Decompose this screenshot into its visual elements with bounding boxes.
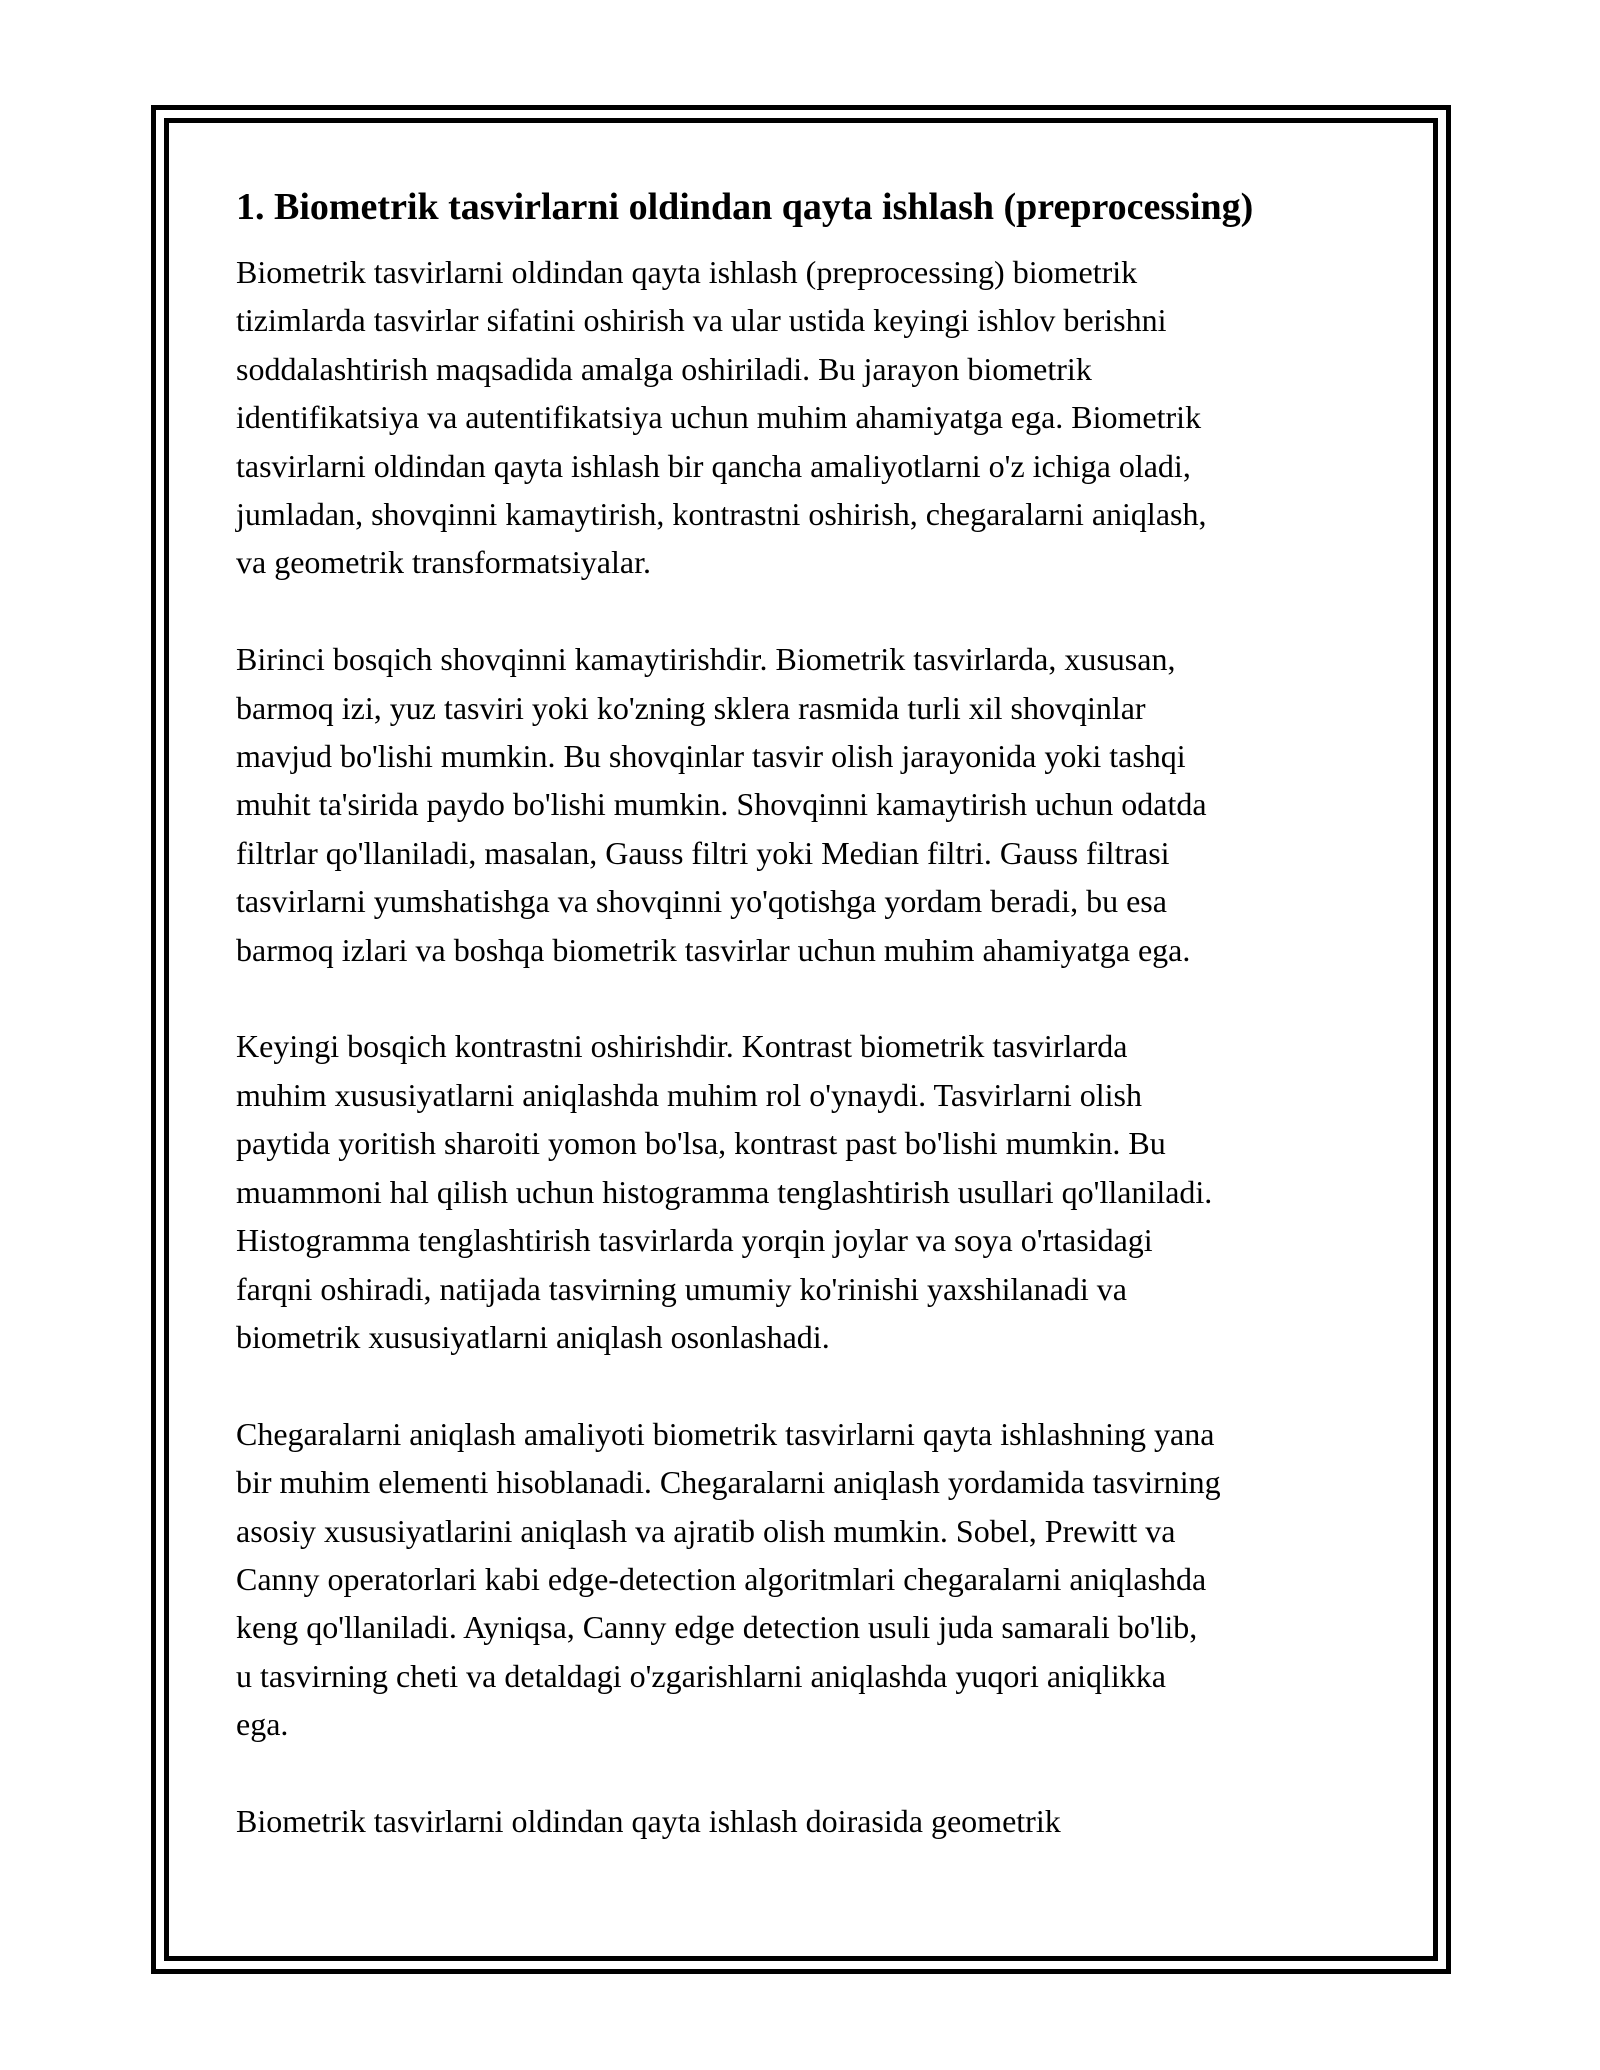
paragraph-line: Canny operatorlari kabi edge-detection algoritmlari chegaralarni aniqlashda [236,1560,1207,1597]
paragraph-line: farqni oshiradi, natijada tasvirning umumiy ko'rinishi yaxshilanadi va [236,1270,1127,1307]
paragraph-geometric [236,1797,1396,1845]
paragraph-line: u tasvirning cheti va detaldagi o'zgarishlarni aniqlashda yuqori aniqlikka [236,1657,1166,1694]
paragraph-line: va geometrik transformatsiyalar. [236,544,651,581]
paragraph-line: tasvirlarni oldindan qayta ishlash bir qancha amaliyotlarni o'z ichiga oladi, [236,447,1191,484]
paragraph-line: soddalashtirish maqsadida amalga oshiriladi. Bu jarayon biometrik [236,350,1092,387]
paragraph-edge-detection [236,1410,1396,1749]
section-heading: 1. Biometrik tasvirlarni oldindan qayta ishlash (preprocessing) [236,186,1254,228]
paragraph-contrast [236,1022,1396,1361]
paragraph-line: asosiy xususiyatlarini aniqlash va ajratib olish mumkin. Sobel, Prewitt va [236,1512,1176,1549]
paragraph-line: tizimlarda tasvirlar sifatini oshirish va ular ustida keyingi ishlov berishni [236,302,1167,339]
paragraph-line: barmoq izlari va boshqa biometrik tasvirlar uchun muhim ahamiyatga ega. [236,931,1191,968]
paragraph-line: identifikatsiya va autentifikatsiya uchun muhim ahamiyatga ega. Biometrik [236,399,1202,436]
document-body [236,180,1396,1894]
paragraph-line: Biometrik tasvirlarni oldindan qayta ishlash doirasida geometrik [236,1802,1061,1839]
paragraph-intro [236,248,1396,587]
paragraph-line: tasvirlarni yumshatishga va shovqinni yo'qotishga yordam beradi, bu esa [236,883,1167,920]
paragraph-line: Birinci bosqich shovqinni kamaytirishdir. Biometrik tasvirlarda, xususan, [236,641,1176,678]
paragraph-line: biometrik xususiyatlarni aniqlash osonlashadi. [236,1318,830,1355]
paragraph-line: Keyingi bosqich kontrastni oshirishdir. Kontrast biometrik tasvirlarda [236,1028,1128,1065]
paragraph-line: filtrlar qo'llaniladi, masalan, Gauss filtri yoki Median filtri. Gauss filtrasi [236,834,1170,871]
paragraph-line: Histogramma tenglashtirish tasvirlarda yorqin joylar va soya o'rtasidagi [236,1222,1153,1259]
paragraph-line: Chegaralarni aniqlash amaliyoti biometrik tasvirlarni qayta ishlashning yana [236,1415,1215,1452]
paragraph-line: jumladan, shovqinni kamaytirish, kontrastni oshirish, chegaralarni aniqlash, [236,496,1207,533]
paragraph-line: muammoni hal qilish uchun histogramma tenglashtirish usullari qo'llaniladi. [236,1173,1213,1210]
paragraph-line: Biometrik tasvirlarni oldindan qayta ishlash (preprocessing) biometrik [236,254,1138,290]
paragraph-line: muhit ta'sirida paydo bo'lishi mumkin. Shovqinni kamaytirish uchun odatda [236,786,1207,823]
paragraph-line: paytida yoritish sharoiti yomon bo'lsa, kontrast past bo'lishi mumkin. Bu [236,1125,1166,1162]
paragraph-line: mavjud bo'lishi mumkin. Bu shovqinlar tasvir olish jarayonida yoki tashqi [236,738,1186,775]
paragraph-line: muhim xususiyatlarni aniqlashda muhim rol o'ynaydi. Tasvirlarni olish [236,1076,1142,1113]
paragraph-line: bir muhim elementi hisoblanadi. Chegaralarni aniqlash yordamida tasvirning [236,1464,1221,1501]
paragraph-noise-reduction [236,635,1396,974]
paragraph-line: ega. [236,1706,289,1743]
paragraph-line: keng qo'llaniladi. Ayniqsa, Canny edge detection usuli juda samarali bo'lib, [236,1609,1198,1646]
paragraph-line: barmoq izi, yuz tasviri yoki ko'zning sklera rasmida turli xil shovqinlar [236,689,1146,726]
